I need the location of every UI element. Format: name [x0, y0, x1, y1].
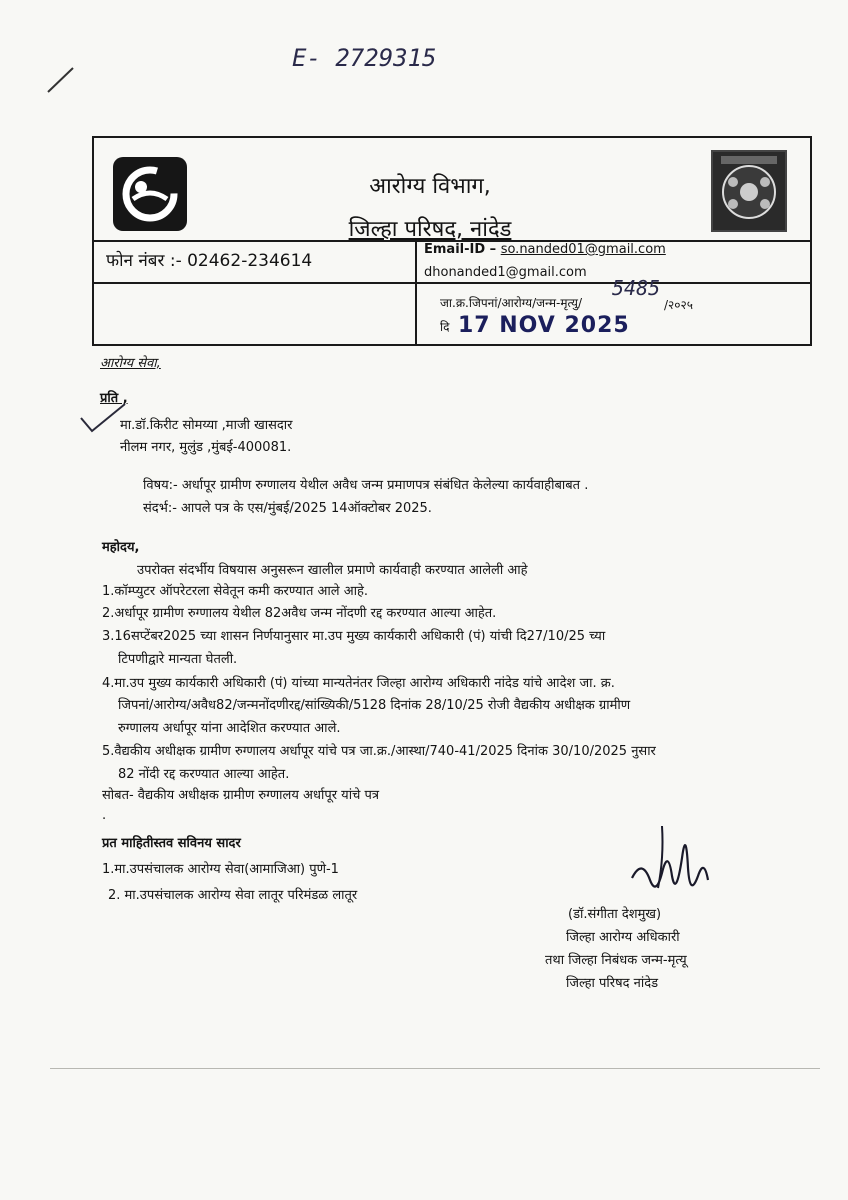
- date-prefix: दि: [440, 320, 450, 334]
- health-dept-logo: [113, 157, 187, 231]
- pen-mark-icon: [46, 64, 76, 94]
- point-3-cont: टिपणीद्वारे मान्यता घेतली.: [118, 652, 238, 667]
- phone-text: फोन नंबर :- 02462-234614: [106, 251, 313, 271]
- subject-line: विषय:- अर्धापूर ग्रामीण रुग्णालय येथील अवैध जन्म प्रमाणपत्र संबंधित केलेल्या कार्यवाहीबाबत .: [143, 478, 589, 493]
- email-line-1: [424, 242, 666, 257]
- point-5-cont: 82 नोंदी रद्द करण्यात आल्या आहेत.: [118, 767, 290, 782]
- email-secondary[interactable]: dhonanded1@gmail.com: [424, 265, 587, 280]
- department-title: आरोग्य विभाग,: [369, 174, 491, 199]
- enclosure-line: सोबत- वैद्यकीय अधीक्षक ग्रामीण रुग्णालय अर्धापूर यांचे पत्र: [102, 788, 380, 803]
- date-stamp: 17 NOV 2025: [458, 313, 630, 338]
- reference-prefix: जा.क्र.जिपनां/आरोग्य/जन्म-मृत्यु/: [440, 296, 583, 310]
- reference-year: /२०२५: [664, 298, 694, 312]
- recipient-line-2: नीलम नगर, मुलुंड ,मुंबई-400081.: [120, 440, 292, 455]
- point-1: 1.कॉम्प्युटर ऑपरेटरला सेवेतून कमी करण्यात आले आहे.: [102, 584, 369, 599]
- inward-number: E- 2729315: [292, 44, 437, 72]
- copy-2: 2. मा.उपसंचालक आरोग्य सेवा लातूर परिमंडळ लातूर: [108, 888, 358, 903]
- signatory-title-3: जिल्हा परिषद नांदेड: [566, 976, 659, 991]
- point-2: 2.अर्धापूर ग्रामीण रुग्णालय येथील 82अवैध जन्म नोंदणी रद्द करण्यात आल्या आहेत.: [102, 606, 497, 621]
- divider: [92, 282, 812, 284]
- divider: [415, 240, 417, 346]
- phone-number: [106, 248, 312, 271]
- recipient-line-1: मा.डॉ.किरीट सोमय्या ,माजी खासदार: [120, 418, 293, 433]
- reference-number: 5485: [612, 276, 661, 300]
- footer-divider: [50, 1068, 820, 1069]
- prati-label: प्रति ,: [100, 391, 128, 406]
- point-3: 3.16सप्टेंबर2025 च्या शासन निर्णयानुसार मा.उप मुख्य कार्यकारी अधिकारी (पं) यांची दि27/10/25 च्या: [102, 629, 606, 644]
- email-label: Email-ID –: [424, 242, 501, 257]
- dot-mark: .: [102, 808, 107, 823]
- point-4-cont-2: रुग्णालय अर्धापूर यांना आदेशित करण्यात आले.: [118, 721, 341, 736]
- signature-scribble: [622, 818, 712, 908]
- signatory-title-1: जिल्हा आरोग्य अधिकारी: [566, 930, 680, 945]
- point-4: 4.मा.उप मुख्य कार्यकारी अधिकारी (पं) यांच्या मान्यतेनंतर जिल्हा आरोग्य अधिकारी नांदेड यांचे आदेश जा. क्र.: [102, 676, 615, 691]
- intro-line: उपरोक्त संदर्भीय विषयास अनुसरून खालील प्रमाणे कार्यवाही करण्यात आलेली आहे: [137, 563, 528, 578]
- reference-line: संदर्भ:- आपले पत्र के एस/मुंबई/2025 14ऑक्टोबर 2025.: [143, 501, 432, 516]
- zilla-parishad-seal: [711, 150, 787, 232]
- point-5: 5.वैद्यकीय अधीक्षक ग्रामीण रुग्णालय अर्धापूर यांचे पत्र जा.क्र./आस्था/740-41/2025 दिनांक 30/10/2025 नुसार: [102, 744, 656, 759]
- copy-1: 1.मा.उपसंचालक आरोग्य सेवा(आमाजिआ) पुणे-1: [102, 862, 339, 877]
- office-title: जिल्हा परिषद, नांदेड: [348, 217, 512, 242]
- point-4-cont-1: जिपनां/आरोग्य/अवैध82/जन्मनोंदणीरद्द/सांख्यिकी/5128 दिनांक 28/10/25 रोजी वैद्यकीय अधीक्षक ग्रामीण: [118, 698, 631, 713]
- mahoday-salutation: महोदय,: [102, 540, 140, 555]
- signatory-name: (डॉ.संगीता देशमुख): [568, 907, 662, 922]
- copy-heading: प्रत माहितीस्तव सविनय सादर: [102, 836, 241, 851]
- email-primary[interactable]: so.nanded01@gmail.com: [500, 242, 666, 257]
- dept-salutation: आरोग्य सेवा,: [100, 356, 161, 371]
- signatory-title-2: तथा जिल्हा निबंधक जन्म-मृत्यू: [545, 953, 687, 968]
